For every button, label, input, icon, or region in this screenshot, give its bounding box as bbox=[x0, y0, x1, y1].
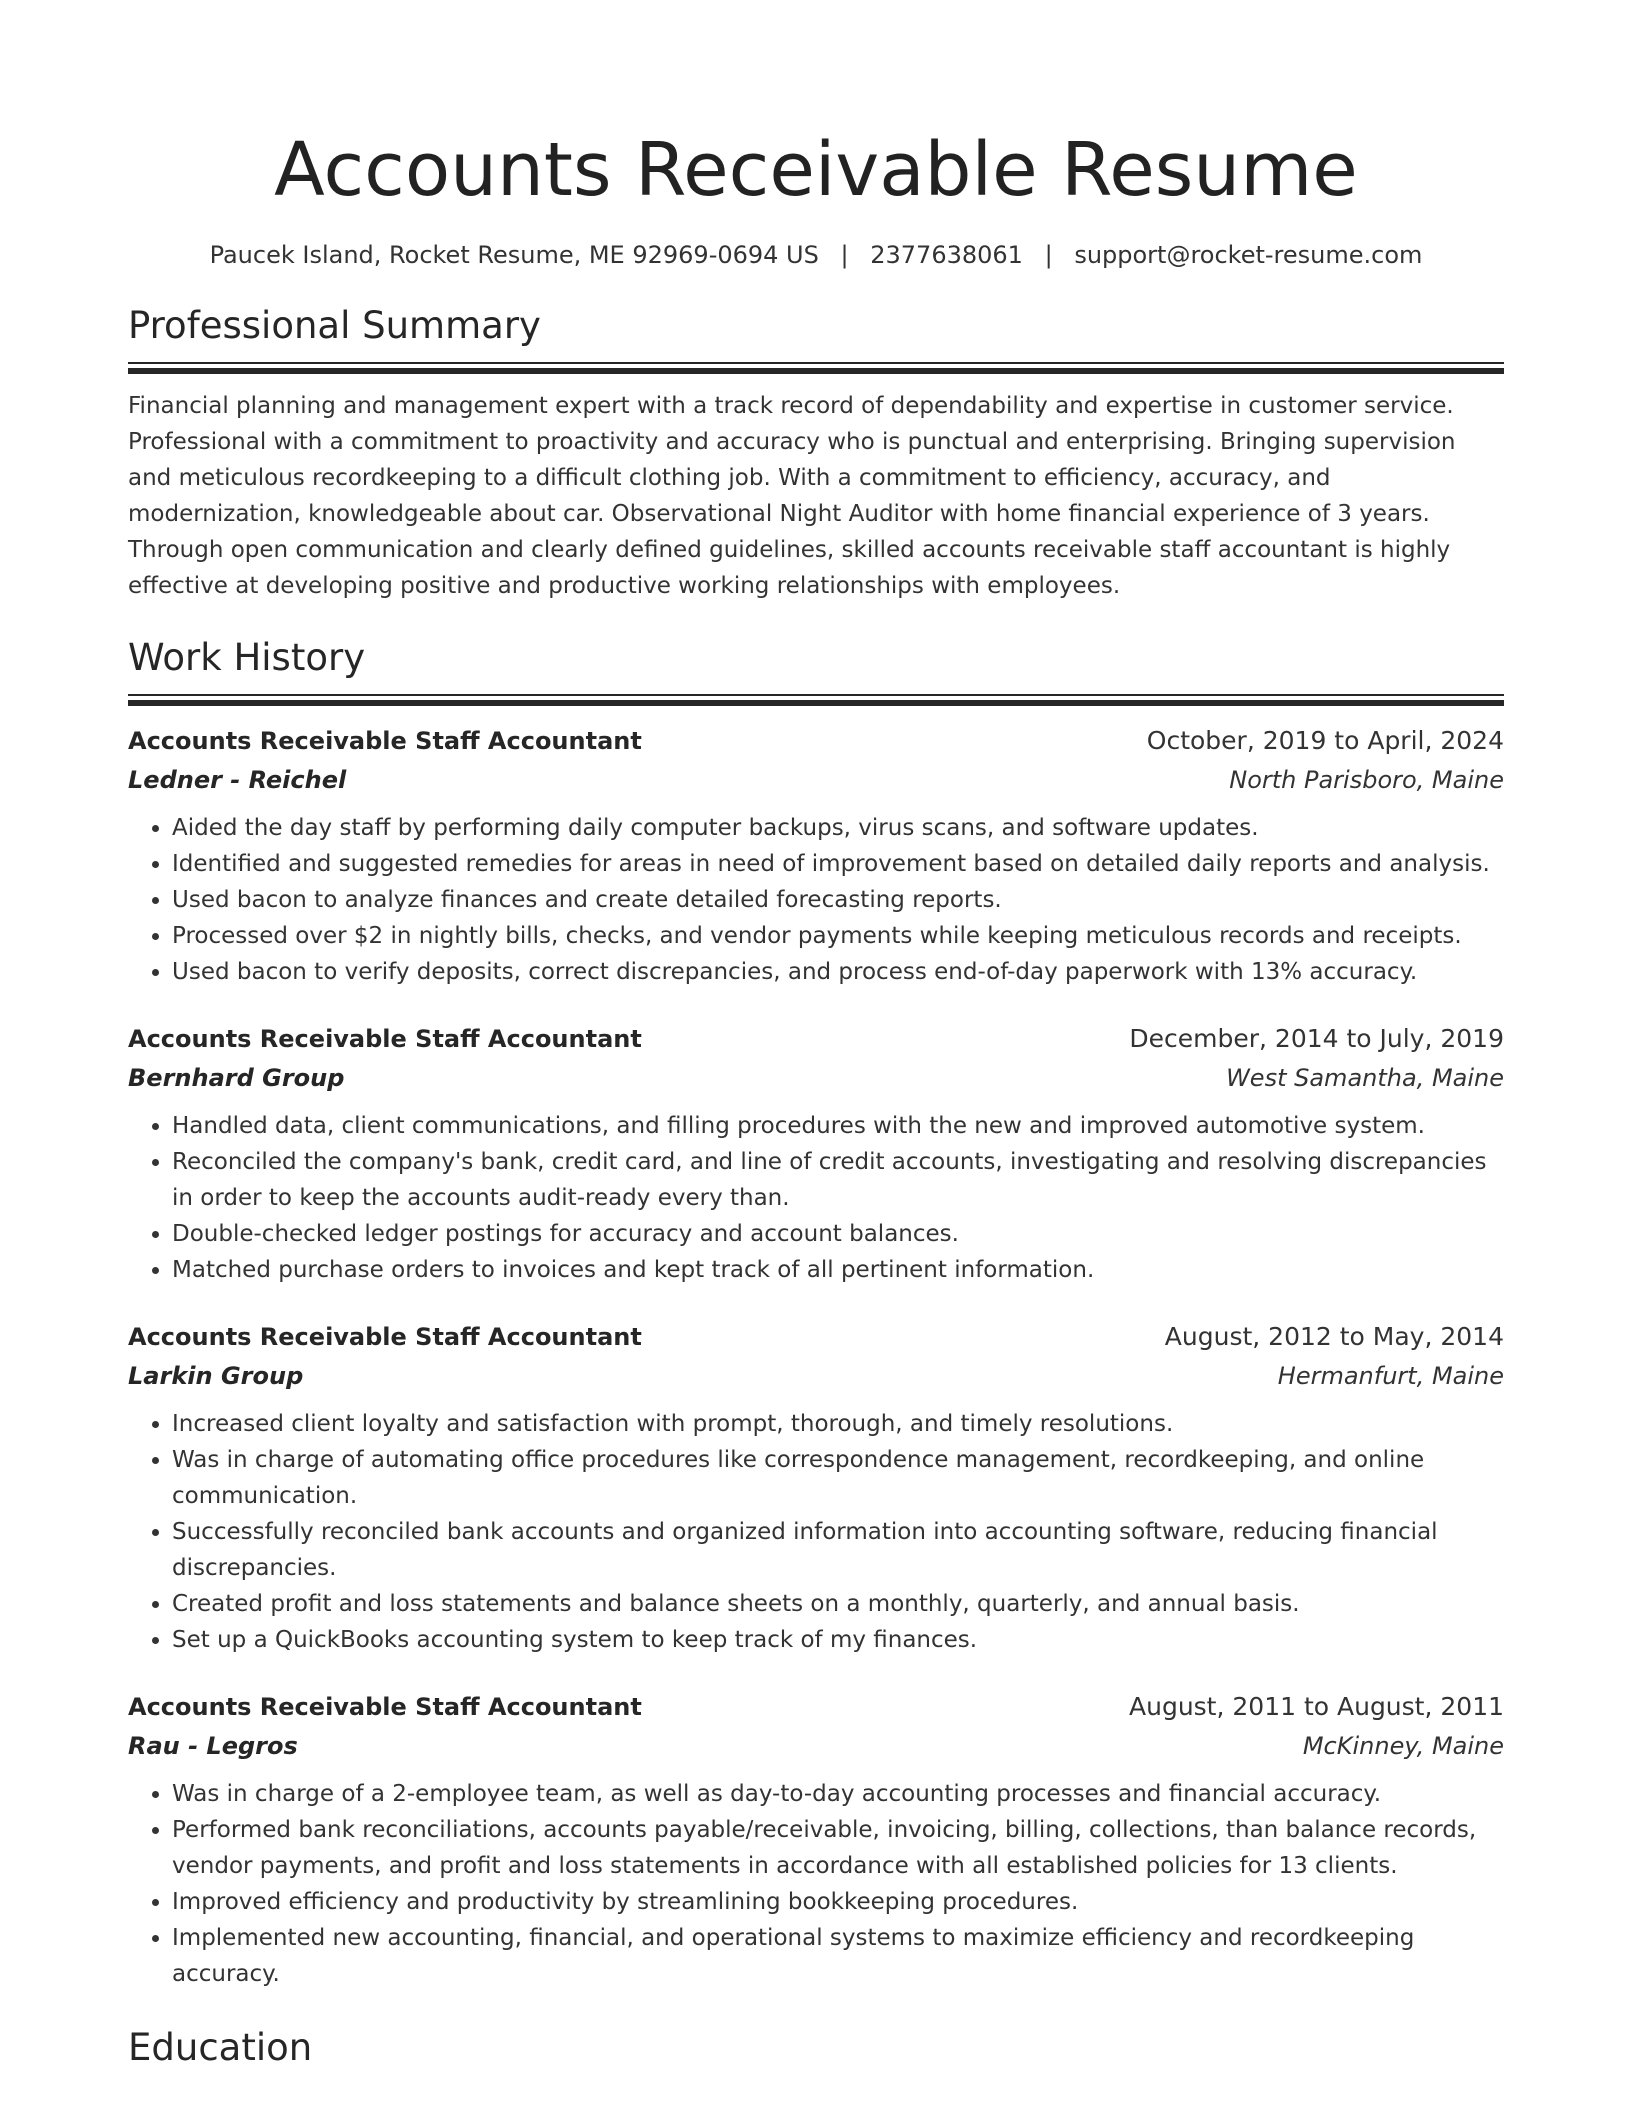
job-bullets bbox=[128, 810, 1504, 990]
bullet-item: • Processed over $2 in nightly bills, checks, and vendor payments while keeping meticulous records and receipts. bbox=[172, 918, 1504, 954]
job-entry bbox=[128, 1318, 1504, 1658]
bullet-item: • Matched purchase orders to invoices and kept track of all pertinent information. bbox=[172, 1252, 1504, 1288]
job-bullets bbox=[128, 1406, 1504, 1658]
job-title: Accounts Receivable Staff Accountant bbox=[128, 1693, 642, 1721]
job-title: Accounts Receivable Staff Accountant bbox=[128, 1323, 642, 1351]
contact-line bbox=[128, 238, 1504, 272]
job-location: Hermanfurt, Maine bbox=[1277, 1362, 1504, 1390]
section-divider-thick bbox=[128, 700, 1504, 706]
contact-phone: 2377638061 bbox=[870, 241, 1023, 269]
education-heading: Education bbox=[128, 2026, 313, 2069]
bullet-item: • Was in charge of a 2-employee team, as well as day-to-day accounting processes and financial accuracy. bbox=[172, 1776, 1504, 1812]
job-entry bbox=[128, 1688, 1504, 1992]
contact-separator: | bbox=[840, 241, 849, 269]
bullet-item: • Performed bank reconciliations, accounts payable/receivable, invoicing, billing, collections, than balance records, vendor payments, and profit and loss statements in accordance with all established policies for 13 clients. bbox=[172, 1812, 1504, 1884]
bullet-item: • Successfully reconciled bank accounts and organized information into accounting software, reducing financial discrepancies. bbox=[172, 1514, 1504, 1586]
bullet-item: • Increased client loyalty and satisfaction with prompt, thorough, and timely resolutions. bbox=[172, 1406, 1504, 1442]
job-title: Accounts Receivable Staff Accountant bbox=[128, 727, 642, 755]
work-history-section bbox=[128, 632, 1504, 1992]
job-dates: August, 2011 to August, 2011 bbox=[1129, 1692, 1504, 1721]
contact-email: support@rocket-resume.com bbox=[1074, 241, 1423, 269]
section-divider-thin bbox=[128, 694, 1504, 696]
summary-heading: Professional Summary bbox=[128, 304, 541, 347]
job-dates: August, 2012 to May, 2014 bbox=[1164, 1322, 1504, 1351]
bullet-item: • Implemented new accounting, financial, and operational systems to maximize efficiency and recordkeeping accuracy. bbox=[172, 1920, 1504, 1992]
bullet-item: • Set up a QuickBooks accounting system to keep track of my finances. bbox=[172, 1622, 1504, 1658]
job-company: Larkin Group bbox=[128, 1362, 304, 1390]
bullet-item: • Used bacon to analyze finances and create detailed forecasting reports. bbox=[172, 882, 1504, 918]
job-title: Accounts Receivable Staff Accountant bbox=[128, 1025, 642, 1053]
job-bullets bbox=[128, 1776, 1504, 1992]
work-history-heading: Work History bbox=[128, 636, 366, 679]
job-entry bbox=[128, 722, 1504, 990]
education-section bbox=[128, 2022, 1504, 2074]
bullet-item: • Aided the day staff by performing daily computer backups, virus scans, and software updates. bbox=[172, 810, 1504, 846]
job-company: Ledner - Reichel bbox=[128, 766, 347, 794]
job-bullets bbox=[128, 1108, 1504, 1288]
bullet-item: • Created profit and loss statements and balance sheets on a monthly, quarterly, and annual basis. bbox=[172, 1586, 1504, 1622]
contact-separator: | bbox=[1044, 241, 1053, 269]
summary-section bbox=[128, 300, 1504, 604]
job-dates: December, 2014 to July, 2019 bbox=[1129, 1024, 1504, 1053]
bullet-item: • Was in charge of automating office procedures like correspondence management, recordkeeping, and online communication. bbox=[172, 1442, 1504, 1514]
job-dates: October, 2019 to April, 2024 bbox=[1146, 726, 1504, 755]
job-company: Bernhard Group bbox=[128, 1064, 345, 1092]
bullet-item: • Reconciled the company's bank, credit card, and line of credit accounts, investigating and resolving discrepancies in order to keep the accounts audit-ready every than. bbox=[172, 1144, 1504, 1216]
job-location: West Samantha, Maine bbox=[1226, 1064, 1504, 1092]
bullet-item: • Handled data, client communications, and filling procedures with the new and improved automotive system. bbox=[172, 1108, 1504, 1144]
job-location: McKinney, Maine bbox=[1302, 1732, 1504, 1760]
section-divider-thin bbox=[128, 362, 1504, 364]
bullet-item: • Improved efficiency and productivity by streamlining bookkeeping procedures. bbox=[172, 1884, 1504, 1920]
resume-title: Accounts Receivable Resume bbox=[274, 127, 1358, 213]
job-location: North Parisboro, Maine bbox=[1229, 766, 1504, 794]
resume-page bbox=[128, 0, 1504, 2074]
summary-text: Financial planning and management expert with a track record of dependability and expertise in customer service. Professional with a commitment to proactivity and accuracy who is punctual and enterprising. Bringing supervision and meticulous recordkeeping to a difficult clothing job. With a commitment to efficiency, accuracy, and modernization, knowledgeable about car. Observational Night Auditor with home financial experience of 3 years. Through open communication and clearly defined guidelines, skilled accounts receivable staff accountant is highly effective at developing positive and productive working relationships with employees. bbox=[128, 393, 1456, 599]
contact-address: Paucek Island, Rocket Resume, ME 92969-0694 US bbox=[209, 241, 819, 269]
bullet-item: • Identified and suggested remedies for areas in need of improvement based on detailed daily reports and analysis. bbox=[172, 846, 1504, 882]
job-entry bbox=[128, 1020, 1504, 1288]
bullet-item: • Used bacon to verify deposits, correct discrepancies, and process end-of-day paperwork with 13% accuracy. bbox=[172, 954, 1504, 990]
job-company: Rau - Legros bbox=[128, 1732, 298, 1760]
bullet-item: • Double-checked ledger postings for accuracy and account balances. bbox=[172, 1216, 1504, 1252]
section-divider-thick bbox=[128, 368, 1504, 374]
